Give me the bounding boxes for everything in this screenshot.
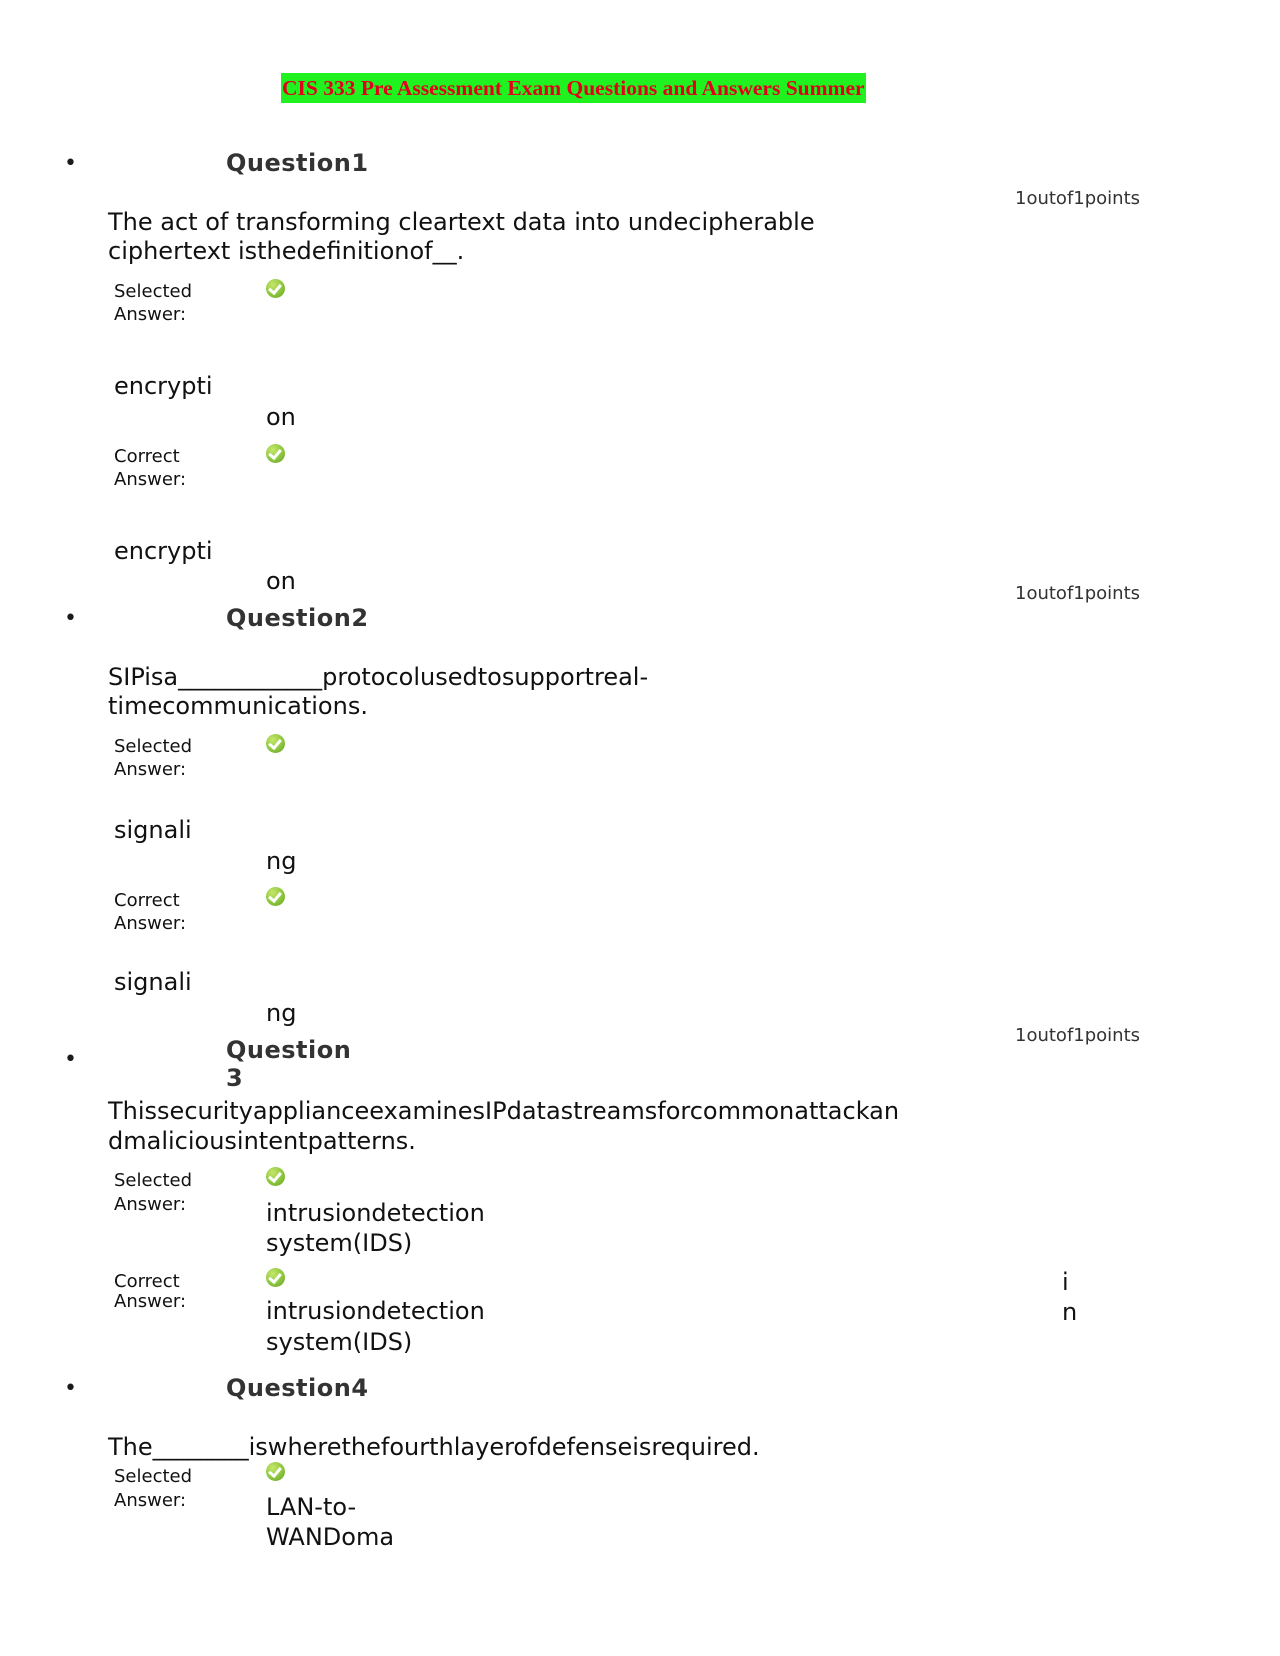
selected-answer-label: Selected [114, 1170, 193, 1191]
correct-check-icon [266, 279, 285, 298]
question-text-line2: timecommunications. [108, 692, 368, 720]
correct-answer-line1: encrypti [114, 537, 213, 565]
correct-answer-label: Correct [114, 890, 180, 911]
question-heading: Question1 [226, 149, 369, 177]
question-heading-line1: Question [226, 1036, 352, 1064]
selected-answer-label-2: Answer: [114, 304, 187, 325]
selected-answer-line1: signali [114, 816, 192, 844]
margin-text-line2: n [1062, 1298, 1078, 1326]
margin-text-line1: i [1062, 1268, 1069, 1296]
selected-answer-label: Selected [114, 1466, 193, 1487]
question-heading-line2: 3 [226, 1064, 244, 1092]
correct-check-icon [266, 444, 285, 463]
correct-answer-label-2: Answer: [114, 469, 187, 490]
points-label: 1outof1points [1015, 583, 1141, 604]
selected-answer-line1: intrusiondetection [266, 1199, 485, 1227]
selected-answer-label: Selected [114, 281, 193, 302]
question-heading: Question4 [226, 1374, 369, 1402]
selected-answer-line2: WANDoma [266, 1523, 395, 1551]
correct-answer-label-2: Answer: [114, 913, 187, 934]
question-text-line2: dmaliciousintentpatterns. [108, 1127, 416, 1155]
selected-answer-line1: LAN-to- [266, 1493, 357, 1521]
selected-answer-label-2: Answer: [114, 1490, 187, 1511]
selected-answer-line2: on [266, 403, 296, 431]
correct-check-icon [266, 1268, 285, 1287]
question-heading: Question2 [226, 604, 369, 632]
question-text-line1: The act of transforming cleartext data into undecipherable [108, 208, 815, 236]
correct-check-icon [266, 1462, 285, 1481]
correct-check-icon [266, 734, 285, 753]
points-label: 1outof1points [1015, 1025, 1141, 1046]
selected-answer-line2: ng [266, 847, 297, 875]
correct-answer-line2: system(IDS) [266, 1328, 413, 1356]
question-text-line1: SIPisa____________protocolusedtosupportreal- [108, 663, 649, 691]
bullet: • [64, 1047, 77, 1072]
document-title: CIS 333 Pre Assessment Exam Questions and Answers Summer [281, 73, 866, 103]
correct-answer-line2: ng [266, 999, 297, 1027]
correct-check-icon [266, 887, 285, 906]
bullet: • [64, 151, 77, 176]
correct-answer-label: Correct [114, 446, 180, 467]
correct-answer-label-2: Answer: [114, 1291, 187, 1312]
correct-check-icon [266, 1167, 285, 1186]
correct-answer-line2: on [266, 567, 296, 595]
selected-answer-label-2: Answer: [114, 1194, 187, 1215]
selected-answer-label: Selected [114, 736, 193, 757]
selected-answer-line2: system(IDS) [266, 1229, 413, 1257]
bullet: • [64, 606, 77, 631]
bullet: • [64, 1376, 77, 1401]
question-text-line1: ThissecurityapplianceexaminesIPdatastreamsforcommonattackan [108, 1097, 900, 1125]
correct-answer-line1: intrusiondetection [266, 1297, 485, 1325]
selected-answer-label-2: Answer: [114, 759, 187, 780]
selected-answer-line1: encrypti [114, 372, 213, 400]
correct-answer-line1: signali [114, 968, 192, 996]
question-text-line1: The________iswherethefourthlayerofdefenseisrequired. [108, 1433, 760, 1461]
correct-answer-label: Correct [114, 1271, 180, 1292]
points-label: 1outof1points [1015, 188, 1141, 209]
question-text-line2: ciphertext isthedefinitionof__. [108, 237, 465, 265]
